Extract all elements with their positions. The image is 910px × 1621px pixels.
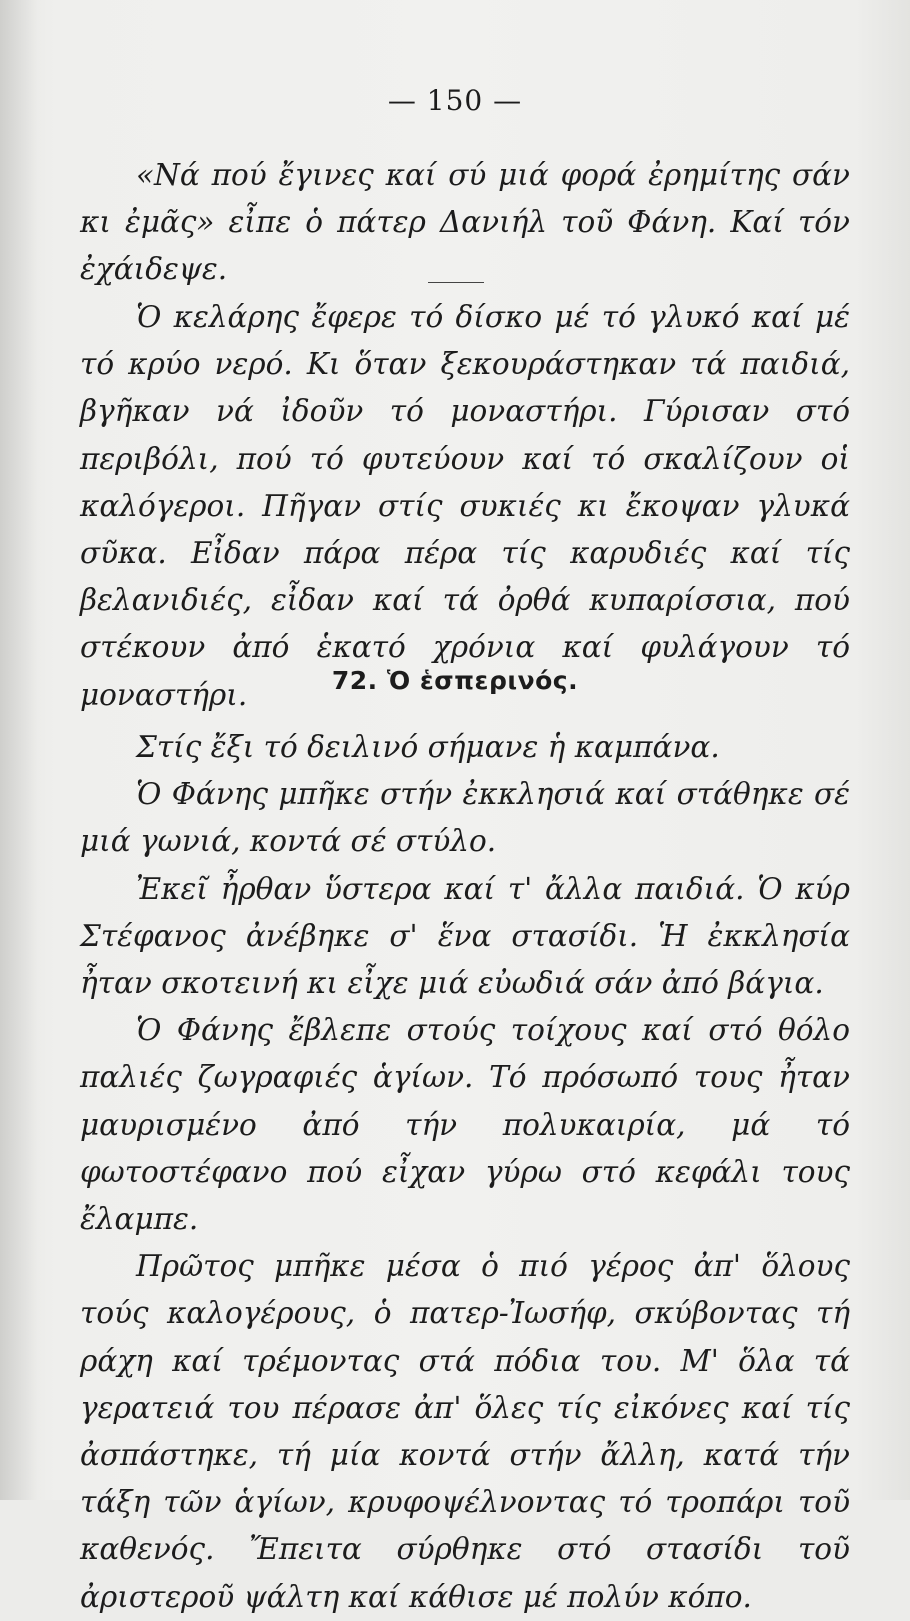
section-heading: 72. Ὁ ἑσπερινός.	[331, 666, 579, 695]
page-gutter-shadow	[0, 0, 38, 1500]
paragraph: Ὁ κελάρης ἔφερε τό δίσκο μέ τό γλυκό καί μέ τό κρύο νερό. Κι ὅταν ξεκουράστηκαν τά παιδιά, βγῆκαν νά ἰδοῦν τό μοναστήρι. Γύρισαν στό περιβόλι, πού τό φυτεύουν καί τό σκαλίζουν οἱ καλόγεροι. Πῆγαν στίς συκιές κι ἔκοψαν γλυκά σῦκα. Εἶδαν πάρα πέρα τίς καρυδιές καί τίς βελανιδιές, εἶδαν καί τά ὀρθά κυπαρίσσια, πού στέκουν ἀπό ἑκατό χρόνια καί φυλάγουν τό μοναστήρι.	[80, 300, 850, 712]
section-body	[80, 724, 850, 1621]
paragraph: Στίς ἔξι τό δειλινό σήμανε ἡ καμπάνα.	[136, 730, 720, 764]
monastery-paragraph-block	[80, 294, 850, 719]
opening-paragraph-block	[80, 152, 850, 294]
paragraph: Ὁ Φάνης μπῆκε στήν ἐκκλησιά καί στάθηκε σέ μιά γωνιά, κοντά σέ στύλο.	[80, 777, 850, 859]
scene-separator-rule	[428, 282, 484, 283]
paragraph: Πρῶτος μπῆκε μέσα ὁ πιό γέρος ἀπ' ὅλους τούς καλογέρους, ὁ πατερ-Ἰωσήφ, σκύβοντας τή ράχη καί τρέμοντας στά πόδια του. Μ' ὅλα τά γερατειά του πέρασε ἀπ' ὅλες τίς εἰκόνες καί τίς ἀσπάστηκε, τή μία κοντά στήν ἄλλη, κατά τήν τάξη τῶν ἁγίων, κρυφοψέλνοντας τό τροπάρι τοῦ καθενός. Ἔπειτα σύρθηκε στό στασίδι τοῦ ἀριστεροῦ ψάλτη καί κάθισε μέ πολύν κόπο.	[80, 1249, 850, 1614]
paragraph: Ὁ Φάνης ἔβλεπε στούς τοίχους καί στό θόλο παλιές ζωγραφιές ἁγίων. Τό πρόσωπό τους ἦταν μαυρισμένο ἀπό τήν πολυκαιρία, μά τό φωτοστέφανο πού εἶχαν γύρω στό κεφάλι τους ἔλαμπε.	[80, 1013, 850, 1237]
page-number: — 150 —	[387, 84, 523, 117]
paragraph: «Νά πού ἔγινες καί σύ μιά φορά ἐρημίτης σάν κι ἐμᾶς» εἶπε ὁ πάτερ Δανιήλ τοῦ Φάνη. Καί τόν ἐχάιδεψε.	[80, 158, 850, 287]
paragraph: Ἐκεῖ ἦρθαν ὕστερα καί τ' ἄλλα παιδιά. Ὁ κύρ Στέφανος ἀνέβηκε σ' ἕνα στασίδι. Ἡ ἐκκλησία ἦταν σκοτεινή κι εἶχε μιά εὐωδιά σάν ἀπό βάγια.	[80, 871, 850, 1001]
